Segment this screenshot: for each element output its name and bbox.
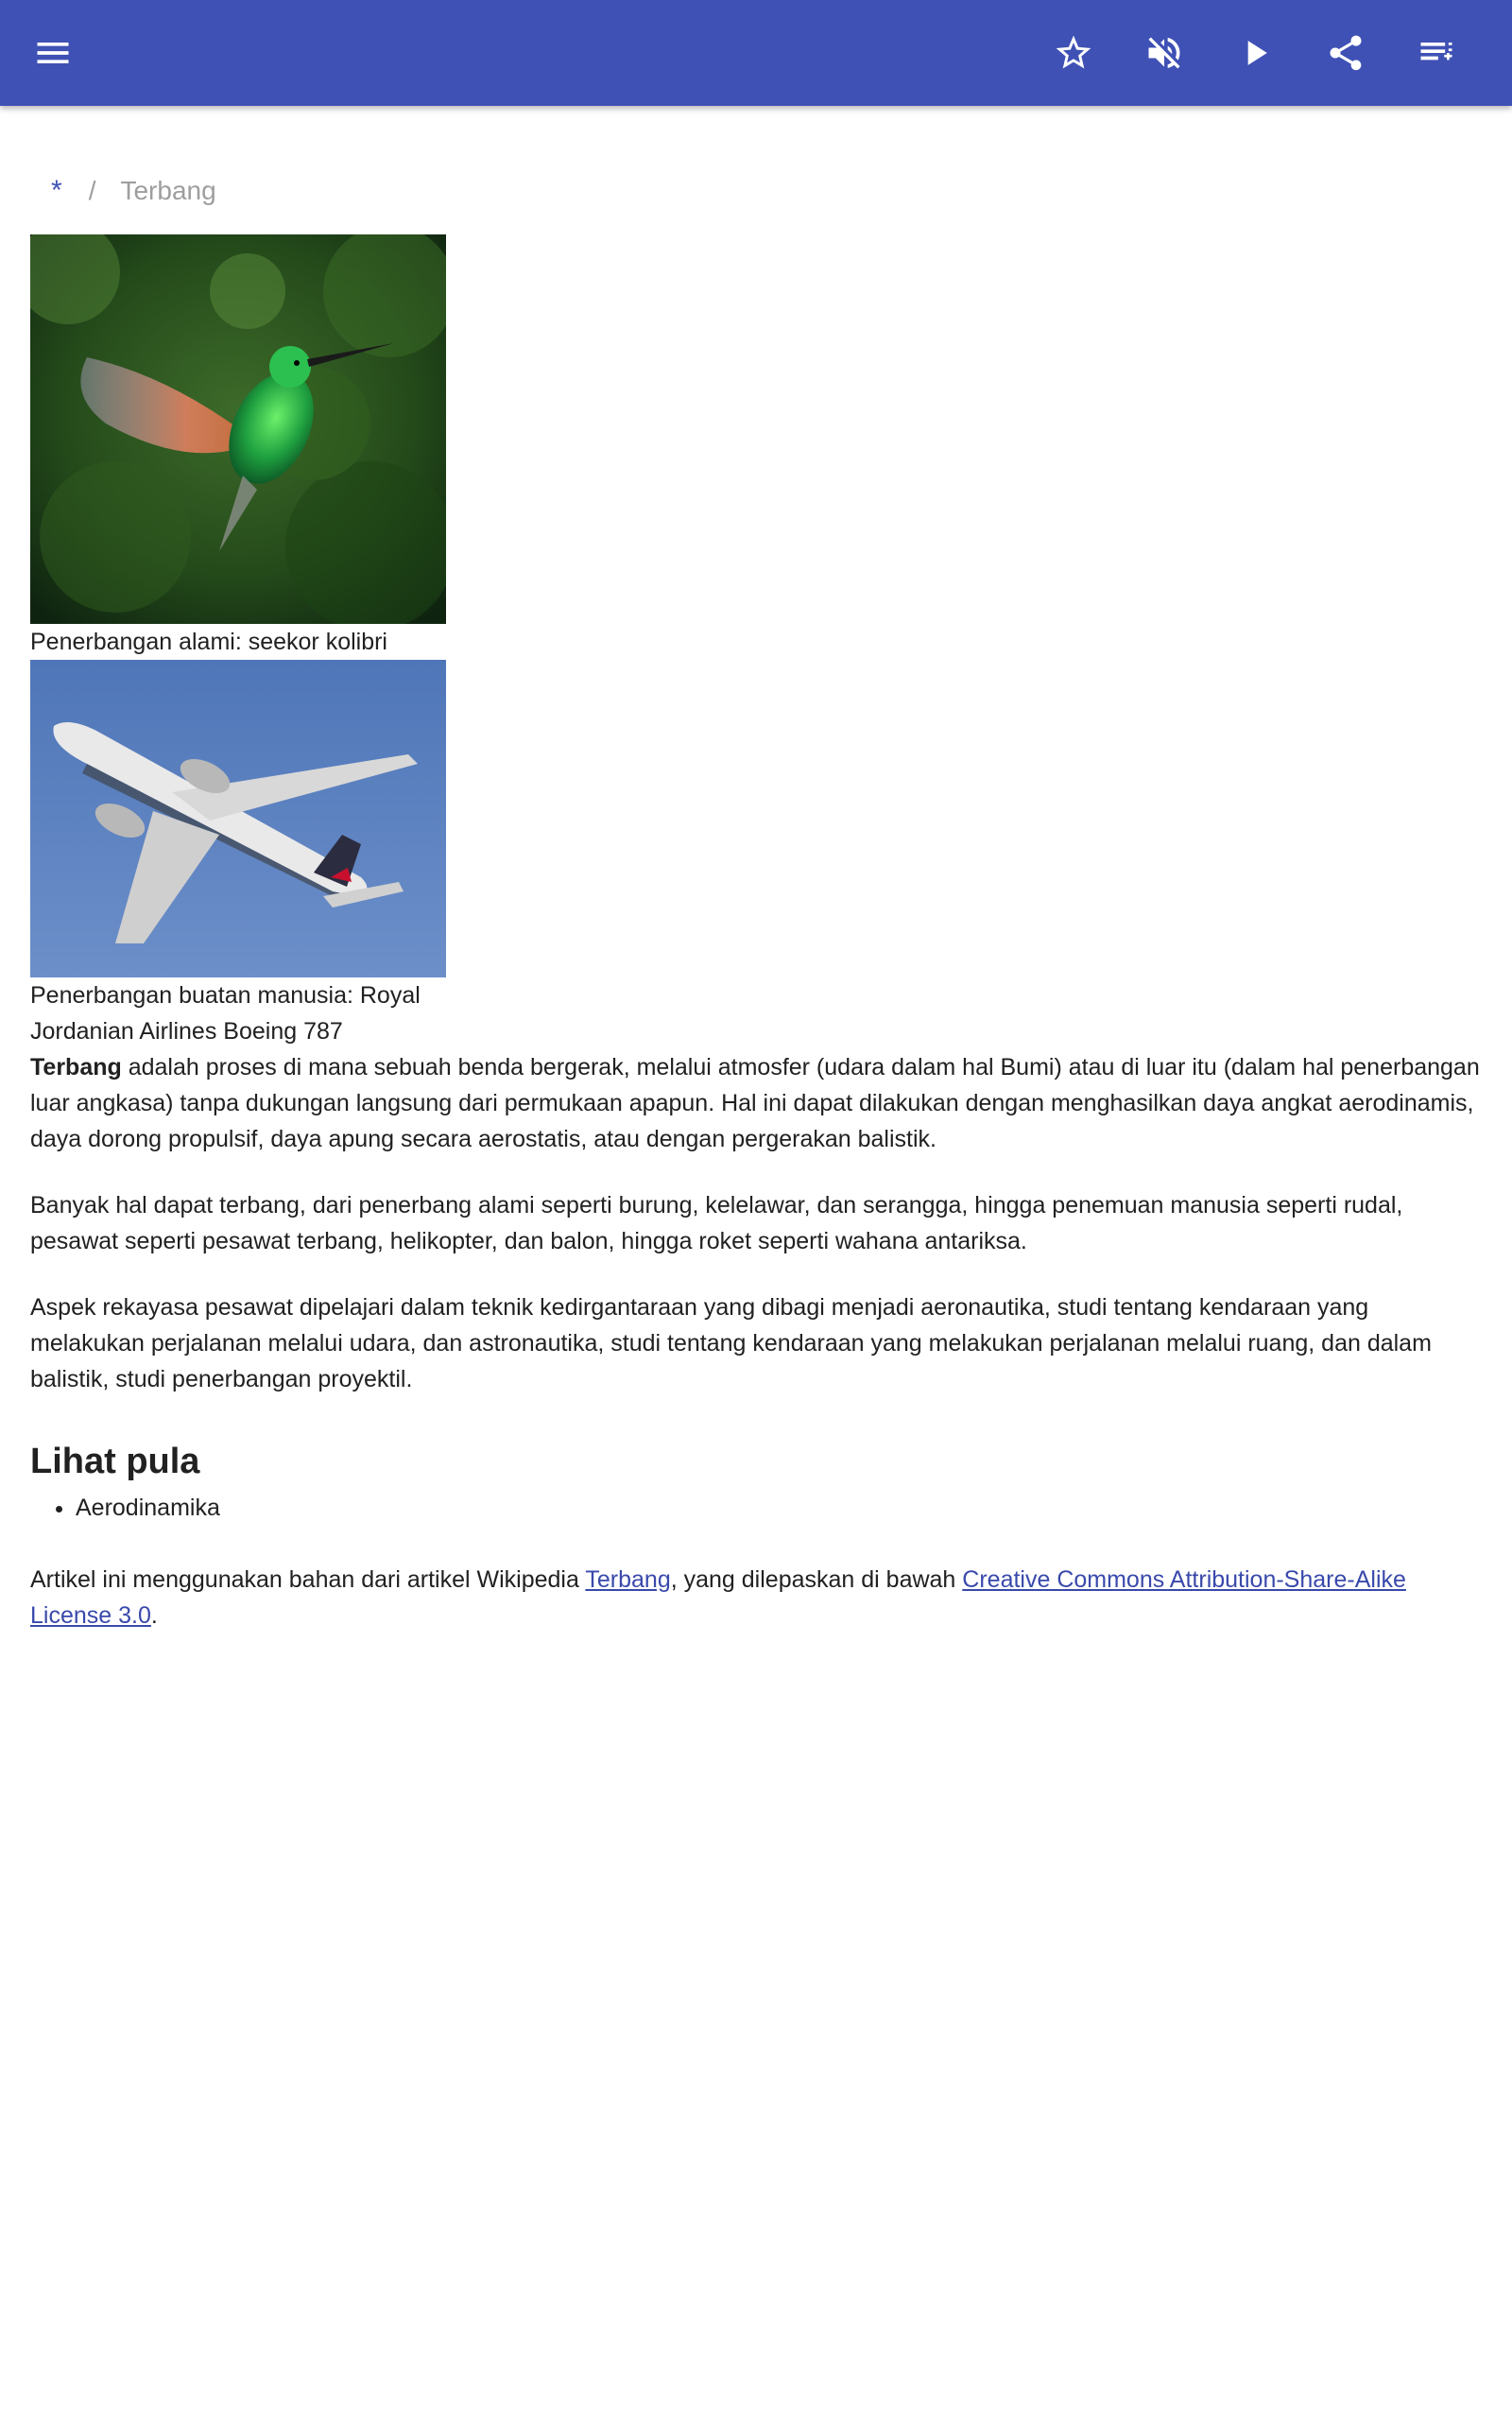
- favorite-button[interactable]: [1043, 23, 1104, 83]
- see-also-list: [30, 1490, 1482, 1526]
- attribution-footer: [30, 1562, 1482, 1634]
- share-icon: [1325, 32, 1366, 74]
- playlist-button[interactable]: [1406, 23, 1467, 83]
- app-bar: [0, 0, 1512, 106]
- attribution-text-2: , yang dilepaskan di bawah: [670, 1566, 963, 1593]
- menu-button[interactable]: [23, 23, 83, 83]
- mute-button[interactable]: [1134, 23, 1194, 83]
- article-paragraph-3: Aspek rekayasa pesawat dipelajari dalam teknik kedirgantaraan yang dibagi menjadi aeronautika, studi tentang kendaraan yang melakukan perjalanan melalui udara, dan astronautika, studi tentang kendaraan yang melakukan perjalanan melalui ruang, dan dalam balistik, studi penerbangan proyektil.: [30, 1294, 1432, 1392]
- figure-hummingbird: [30, 234, 1482, 660]
- figure-airplane: [30, 660, 1482, 1049]
- attribution-text-3: .: [150, 1602, 158, 1629]
- star-outline-icon: [1053, 32, 1094, 74]
- breadcrumb-current: Terbang: [120, 176, 216, 205]
- attribution-text-1: Artikel ini menggunakan bahan dari artikel Wikipedia: [30, 1566, 586, 1593]
- license-link[interactable]: Creative Commons Attribution-Share-Alike License 3.0: [30, 1566, 1406, 1629]
- list-item: • Aerodinamika: [76, 1490, 1482, 1526]
- wikipedia-article-link[interactable]: Terbang: [585, 1566, 671, 1593]
- see-also-heading: Lihat pula: [30, 1442, 200, 1481]
- breadcrumb: [30, 172, 1482, 210]
- article-term: Terbang: [30, 1054, 122, 1080]
- airplane-image[interactable]: [30, 660, 446, 977]
- article-paragraph-1-text: adalah proses di mana sebuah benda bergerak, melalui atmosfer (udara dalam hal Bumi) atau di luar itu (dalam hal penerbangan luar angkasa) tanpa dukungan langsung dari permukaan apapun. Hal ini dapat dilakukan dengan menghasilkan daya angkat aerodinamis, daya dorong propulsif, daya apung secara aerostatis, atau dengan pergerakan balistik.: [30, 1054, 1480, 1152]
- play-button[interactable]: [1225, 23, 1285, 83]
- article-content: [30, 106, 1482, 1664]
- breadcrumb-separator: /: [88, 176, 96, 205]
- hummingbird-image[interactable]: [30, 234, 446, 624]
- playlist-icon: [1416, 32, 1457, 74]
- figure-caption-airplane: Penerbangan buatan manusia: Royal Jordanian Airlines Boeing 787: [30, 982, 421, 1045]
- breadcrumb-home-link[interactable]: *: [51, 175, 62, 206]
- share-button[interactable]: [1315, 23, 1376, 83]
- article-paragraph-1: [30, 1049, 1482, 1157]
- volume-off-icon: [1143, 32, 1185, 74]
- figure-caption-hummingbird: Penerbangan alami: seekor kolibri: [30, 629, 387, 655]
- article-paragraph-2: Banyak hal dapat terbang, dari penerbang alami seperti burung, kelelawar, dan serangga, hingga penemuan manusia seperti rudal, pesawat seperti pesawat terbang, helikopter, dan balon, hingga roket seperti wahana antariksa.: [30, 1192, 1403, 1254]
- menu-icon: [32, 32, 74, 74]
- play-icon: [1234, 32, 1276, 74]
